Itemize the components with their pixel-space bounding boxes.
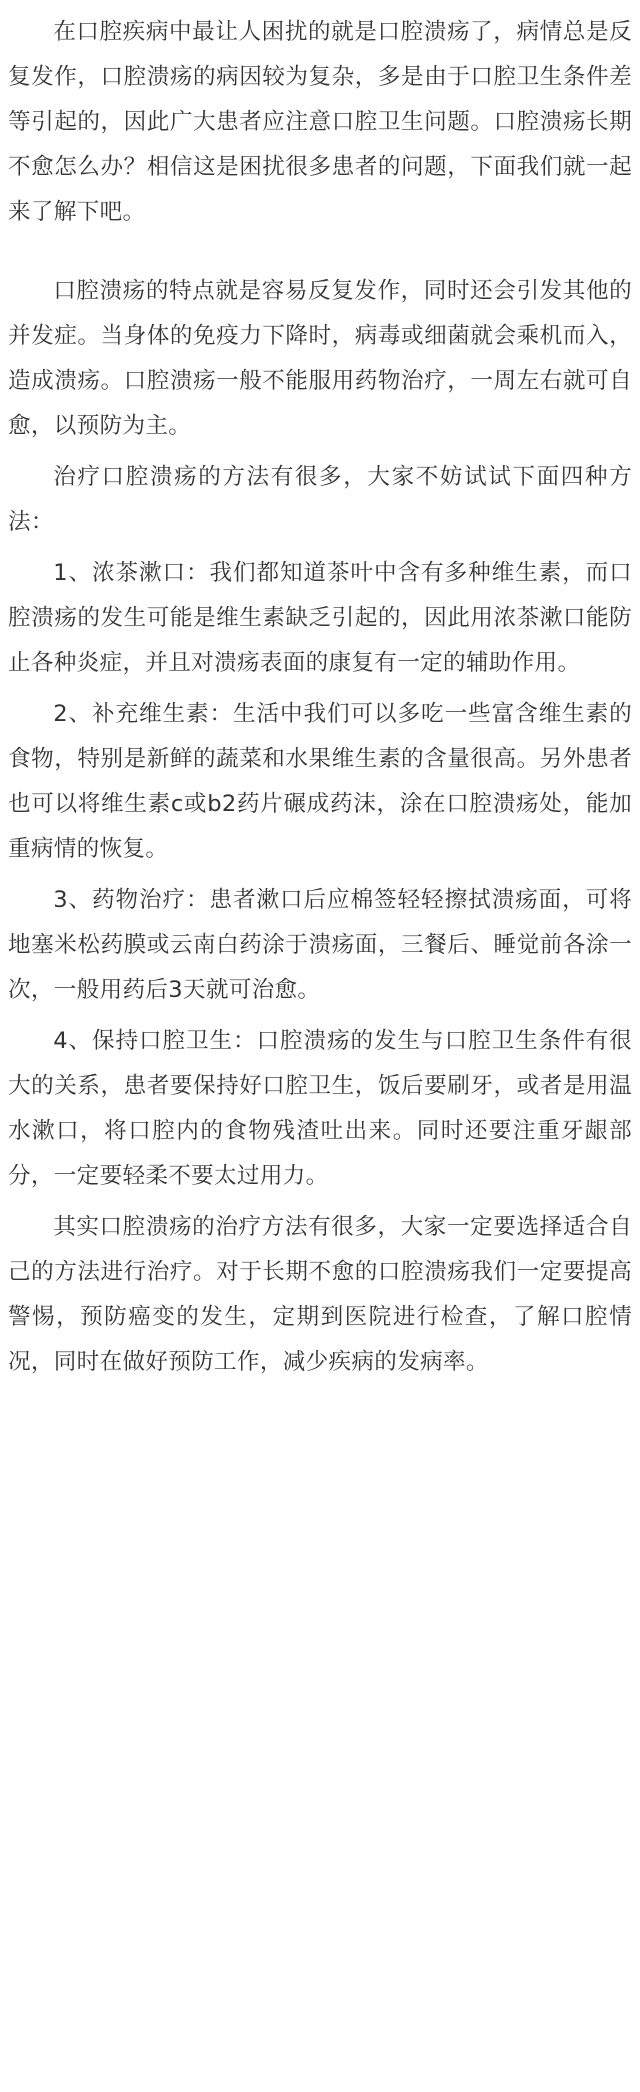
paragraph-method-2: 2、补充维生素：生活中我们可以多吃一些富含维生素的食物，特别是新鲜的蔬菜和水果维生素的含量很高。另外患者也可以将维生素c或b2药片碾成药沫，涂在口腔溃疡处，能加重病情的恢复。 [8, 701, 632, 862]
paragraph-conclusion: 其实口腔溃疡的治疗方法有很多，大家一定要选择适合自己的方法进行治疗。对于长期不愈的口腔溃疡我们一定要提高警惕，预防癌变的发生，定期到医院进行检查，了解口腔情况，同时在做好预防工作，减少疾病的发病率。 [8, 1214, 632, 1375]
paragraph-intro: 在口腔疾病中最让人困扰的就是口腔溃疡了，病情总是反复发作，口腔溃疡的病因较为复杂，多是由于口腔卫生条件差等引起的，因此广大患者应注意口腔卫生问题。口腔溃疡长期不愈怎么办？相信这是困扰很多患者的问题，下面我们就一起来了解下吧。 [8, 19, 632, 225]
paragraph-method-3: 3、药物治疗：患者漱口后应棉签轻轻擦拭溃疡面，可将地塞米松药膜或云南白药涂于溃疡面，三餐后、睡觉前各涂一次，一般用药后3天就可治愈。 [8, 887, 632, 1003]
paragraph-method-4: 4、保持口腔卫生：口腔溃疡的发生与口腔卫生条件有很大的关系，患者要保持好口腔卫生，饭后要刷牙，或者是用温水漱口，将口腔内的食物残渣吐出来。同时还要注重牙龈部分，一定要轻柔不要太过用力。 [8, 1028, 632, 1189]
paragraph-methods-intro: 治疗口腔溃疡的方法有很多，大家不妨试试下面四种方法： [8, 464, 632, 535]
paragraph-method-1: 1、浓茶漱口：我们都知道茶叶中含有多种维生素，而口腔溃疡的发生可能是维生素缺乏引起的，因此用浓茶漱口能防止各种炎症，并且对溃疡表面的康复有一定的辅助作用。 [8, 560, 632, 676]
paragraph-characteristics: 口腔溃疡的特点就是容易反复发作，同时还会引发其他的并发症。当身体的免疫力下降时，病毒或细菌就会乘机而入，造成溃疡。口腔溃疡一般不能服用药物治疗，一周左右就可自愈，以预防为主。 [8, 278, 632, 439]
